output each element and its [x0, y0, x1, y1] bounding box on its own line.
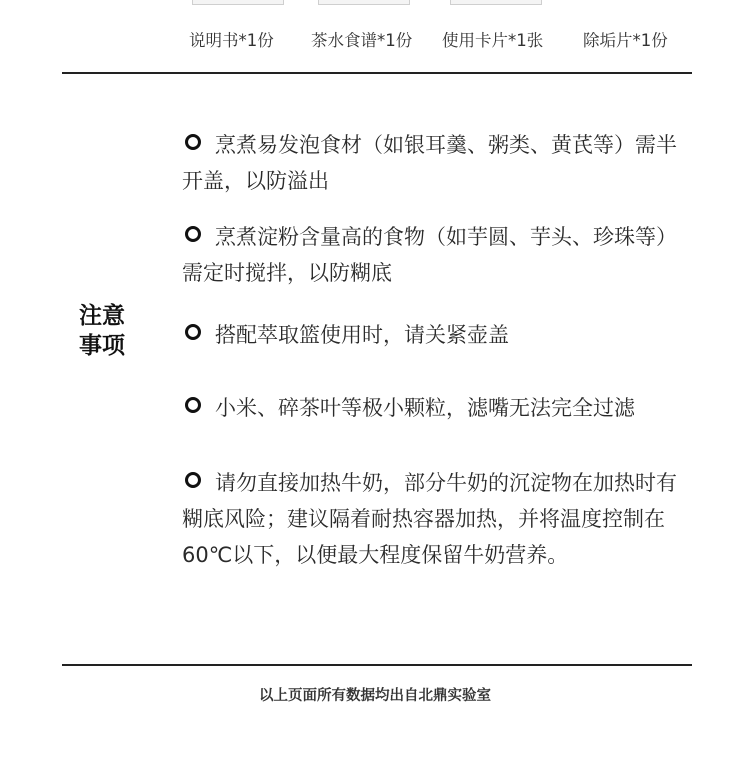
note-text: 烹煮淀粉含量高的食物（如芋圆、芋头、珍珠等）需定时搅拌，以防糊底 [182, 225, 677, 285]
note-item [182, 127, 692, 199]
notes-heading-line2: 事项 [79, 333, 125, 359]
note-text: 搭配萃取篮使用时，请关紧壶盖 [215, 323, 509, 347]
bullet-circle-icon [185, 472, 201, 488]
note-item [182, 390, 692, 426]
note-item [182, 465, 692, 573]
accessory-label-recipe: 茶水食谱*1份 [311, 31, 413, 50]
footer-note: 以上页面所有数据均出自北鼎实验室 [259, 688, 491, 704]
note-item [182, 219, 692, 291]
bullet-circle-icon [185, 226, 201, 242]
manual-thumbnail [192, 0, 284, 5]
bullet-circle-icon [185, 324, 201, 340]
accessory-list [0, 27, 750, 51]
top-divider [62, 72, 692, 74]
bullet-circle-icon [185, 397, 201, 413]
card-thumbnail [450, 0, 542, 5]
notes-heading [79, 301, 125, 361]
bullet-circle-icon [185, 134, 201, 150]
note-text: 请勿直接加热牛奶，部分牛奶的沉淀物在加热时有糊底风险；建议隔着耐热容器加热，并将温度控制在 60℃以下，以便最大程度保留牛奶营养。 [182, 471, 677, 567]
accessory-label-descaler: 除垢片*1份 [583, 31, 668, 50]
bottom-divider [62, 664, 692, 666]
notes-heading-line1: 注意 [79, 303, 125, 329]
note-text: 烹煮易发泡食材（如银耳羹、粥类、黄芪等）需半开盖，以防溢出 [182, 133, 677, 193]
note-item [182, 317, 692, 353]
accessory-thumbnails [0, 0, 750, 6]
recipe-thumbnail [318, 0, 410, 5]
accessory-label-manual: 说明书*1份 [189, 31, 274, 50]
note-text: 小米、碎茶叶等极小颗粒，滤嘴无法完全过滤 [215, 396, 635, 420]
accessory-label-card: 使用卡片*1张 [442, 31, 544, 50]
